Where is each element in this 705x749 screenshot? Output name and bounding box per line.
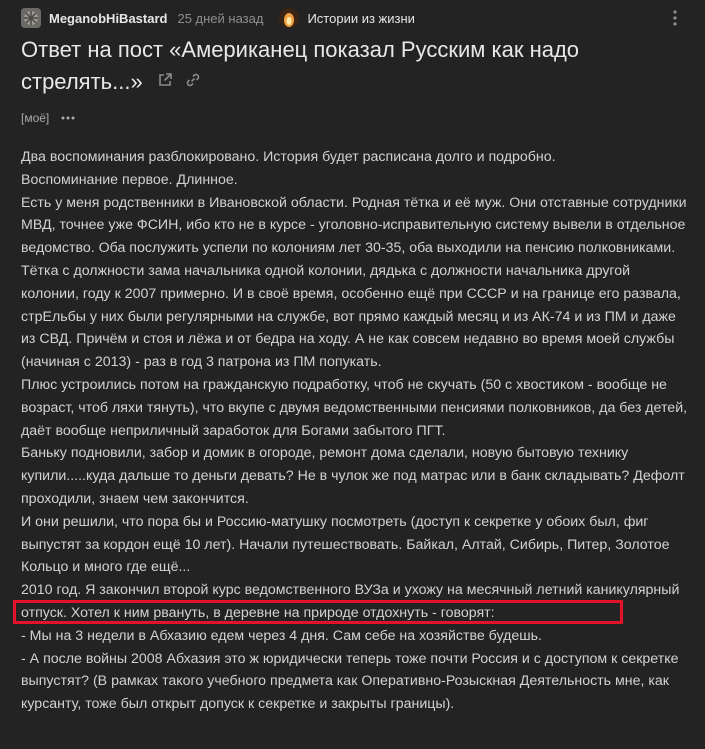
chain-link-icon[interactable] <box>185 65 201 97</box>
post-body <box>21 146 691 716</box>
author-name[interactable]: MeganobHiBastard <box>49 10 168 26</box>
paragraph: Плюс устроились потом на гражданскую подработку, чтоб не скучать (50 с хвостиком - вообще не возраст, чтоб ляхи тянуть), что вкупе с двумя ведомственными пенсиями полковников, да без детей, даёт вообще неприличный заработок для Богами забытого ПГТ. <box>21 376 688 439</box>
community-avatar[interactable] <box>279 8 299 28</box>
post-time: 25 дней назад <box>177 10 264 26</box>
paragraph: Два воспоминания разблокировано. История будет расписана долго и подробно. <box>21 149 556 165</box>
paragraph: Воспоминание первое. Длинное. <box>21 171 238 188</box>
post-header <box>21 6 685 30</box>
paragraph: Баньку подновили, забор и домик в огороде, ремонт дома сделали, новую бытовую технику купили.....куда дальше то деньги девать? Не в чулок же под матрас или в банк складывать? Дефолт проходили, знаем чем закончится. <box>21 445 685 507</box>
community-name[interactable]: Истории из жизни <box>307 10 415 26</box>
horizontal-dots-icon[interactable] <box>61 116 75 120</box>
external-link-icon[interactable] <box>157 65 173 97</box>
paragraph: - А после войны 2008 Абхазия это ж юридически теперь тоже почти Россия и с доступом к секретке выпустят? (В рамках такого учебного предмета как Оперативно-Розыскная Деятельность мне, как курсанту, тоже был открыт допуск к секретке и закрыты границы). <box>21 650 679 713</box>
paragraph: - Мы на 3 недели в Абхазию едем через 4 дня. Сам себе на хозяйстве будешь. <box>21 627 542 644</box>
paragraph: Есть у меня родственники в Ивановской области. Родная тётка и её муж. Они отставные сотрудники МВД, точнее уже ФСИН, ибо кто не в курсе - уголовно-исправительную систему вывели в отдельное ведомство. Оба послужить успели по колониям лет 30-35, оба выходили на пенсию полковниками. Тётка с должности зама начальника одной колонии, дядька с должности начальника другой колонии, году к 2007 примерно. И в своё время, особенно ещё при СССР и на границе его развала, стрЕльбы у них были регулярными на службе, вот прямо каждый месяц и из АК-74 и из ПМ и даже из СВД. Причём и стоя и лёжа и от бедра на ходу. А не как совсем недавно во время моей службы (начиная с 2013) - раз в год 3 патрона из ПМ попукать. <box>21 194 687 371</box>
post-title[interactable] <box>21 34 641 99</box>
red-highlight-box <box>13 600 623 624</box>
vertical-dots-icon[interactable] <box>665 8 685 28</box>
avatar[interactable] <box>21 8 41 28</box>
post-tags <box>21 110 75 126</box>
paragraph: И они решили, что пора бы и Россию-матушку посмотреть (доступ к секретке у обоих был, фиг выпустят за кордон ещё 10 лет). Начали путешествовать. Байкал, Алтай, Сибирь, Питер, Золотое Кольцо и много где ещё... <box>21 513 670 576</box>
paragraph: 2010 год. Я закончил второй курс ведомственного ВУЗа и ухожу на месячный летний каникулярный отпуск. Хотел к ним рвануть, в деревне на природе отдохнуть - говорят: <box>21 582 680 621</box>
tag-mine[interactable]: [моё] <box>21 111 50 125</box>
post-title-text[interactable]: Ответ на пост «Американец показал Русским как надо стрелять...» <box>21 37 580 94</box>
